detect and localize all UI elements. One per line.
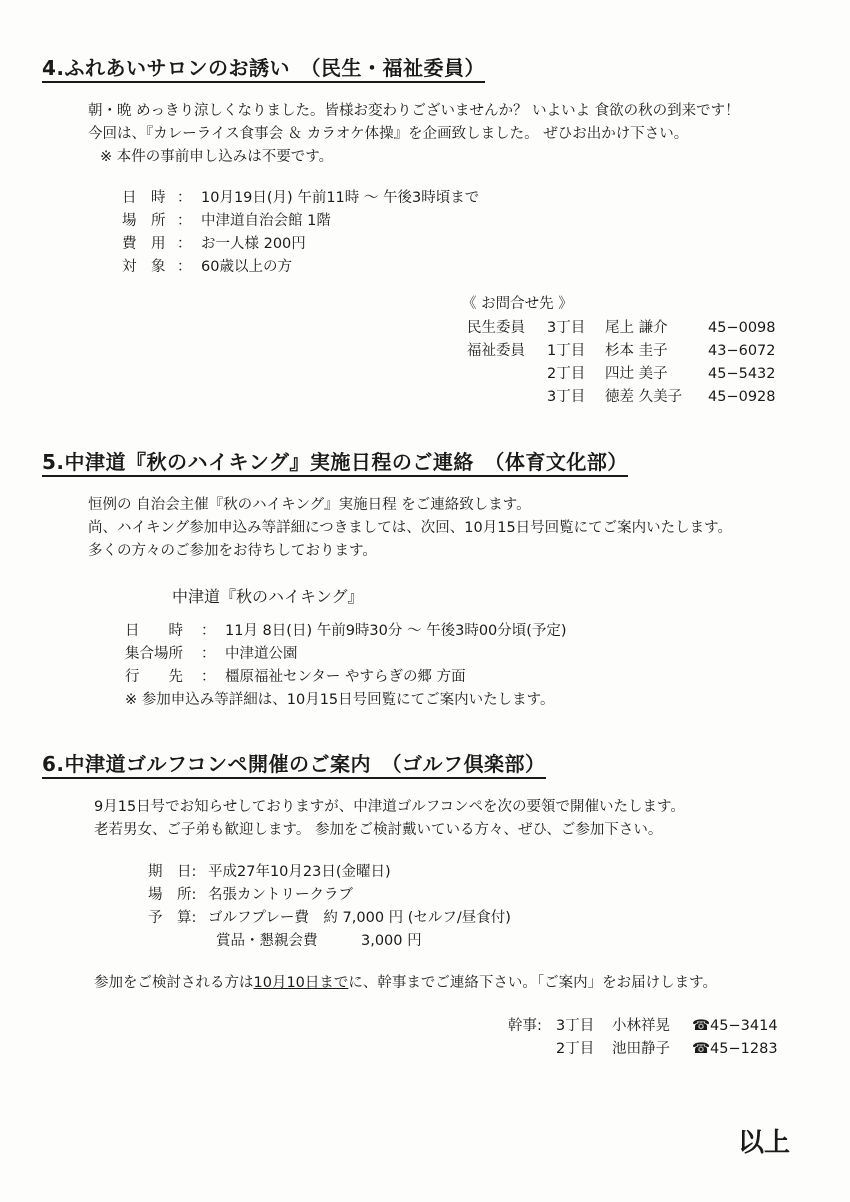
detail-value: 橿原福祉センター やすらぎの郷 方面 — [225, 669, 466, 685]
detail-value: 中津道自治会館 1階 — [201, 213, 331, 229]
section6-detail-row — [148, 908, 511, 928]
contact-area: 1丁目 — [547, 343, 586, 359]
organizer-tel: ☎45−1283 — [692, 1041, 778, 1057]
detail-value: ゴルフプレー費 約 7,000 円 (セルフ/昼食付) — [208, 910, 511, 926]
contact-name: 尾上 謙介 — [605, 320, 668, 336]
detail-label: 期 日: — [148, 864, 197, 880]
section5-detail-row: 日 時 ： 11月 8日(日) 午前9時30分 〜 午後3時00分頃(予定) — [125, 623, 567, 639]
closing-text: 参加をご検討される方は — [94, 975, 254, 991]
contact-area: 3丁目 — [547, 320, 586, 336]
section5-subtitle: 中津道『秋のハイキング』 — [172, 587, 364, 606]
section4-detail-row: 日 時 ： 10月19日(月) 午前11時 〜 午後3時頃まで — [122, 190, 480, 206]
section4-paragraph-2: 今回は、『カレーライス食事会 ＆ カラオケ体操』を企画致しました。 ぜひお出かけ下さい。 — [88, 126, 689, 142]
organizer-area: 2丁目 — [556, 1041, 595, 1057]
detail-value: 10月19日(月) 午前11時 〜 午後3時頃まで — [201, 190, 480, 206]
organizer-area: 3丁目 — [556, 1018, 595, 1034]
section6-title: 6.中津道ゴルフコンペ開催のご案内 （ゴルフ倶楽部） — [42, 752, 546, 779]
section4-note: ※ 本件の事前申し込みは不要です。 — [100, 149, 334, 165]
section4-detail-row: 対 象 ： 60歳以上の方 — [122, 259, 292, 275]
contact-row — [467, 318, 776, 338]
detail-value: 11月 8日(日) 午前9時30分 〜 午後3時00分頃(予定) — [225, 623, 567, 639]
detail-label: 場 所: — [148, 887, 197, 903]
section5-paragraph-3: 多くの方々のご参加をお待ちしております。 — [88, 543, 377, 559]
contact-area: 3丁目 — [547, 389, 586, 405]
section5-detail-row: 集合場所 ： 中津道公園 — [125, 646, 298, 662]
contact-role: 福祉委員 — [467, 343, 525, 359]
section6-closing — [94, 973, 717, 993]
contact-area: 2丁目 — [547, 366, 586, 382]
closing-text: に、幹事までご連絡下さい。「ご案内」をお届けします。 — [348, 975, 717, 991]
section6-paragraph-2: 老若男女、ご子弟も歓迎します。 参加をご検討戴いている方々、ぜひ、ご参加下さい。 — [94, 822, 663, 838]
section5-paragraph-1: 恒例の 自治会主催『秋のハイキング』実施日程 をご連絡致します。 — [88, 497, 531, 513]
organizer-tel: ☎45−3414 — [692, 1018, 778, 1034]
section6-detail-row — [148, 862, 391, 882]
contact-name: 杉本 圭子 — [605, 343, 668, 359]
detail-label: 日 時 — [122, 190, 166, 206]
detail-label: 場 所 — [122, 213, 166, 229]
detail-label: 費 用 — [122, 236, 166, 252]
organizer-name: 池田静子 — [612, 1041, 670, 1057]
contact-role — [467, 364, 547, 384]
section5-detail-row: 行 先 ： 橿原福祉センター やすらぎの郷 方面 — [125, 669, 466, 685]
section4-detail-row: 費 用 ： お一人様 200円 — [122, 236, 306, 252]
contact-role — [467, 387, 547, 407]
detail-value: 中津道公園 — [225, 646, 298, 662]
detail-value: 平成27年10月23日(金曜日) — [208, 864, 391, 880]
section6-paragraph-1: 9月15日号でお知らせしておりますが、中津道ゴルフコンペを次の要領で開催いたします。 — [94, 799, 685, 815]
contact-row — [467, 387, 776, 407]
contact-name: 四辻 美子 — [605, 366, 668, 382]
detail-label: 予 算: — [148, 910, 197, 926]
section5-title: 5.中津道『秋のハイキング』実施日程のご連絡 （体育文化部） — [42, 450, 628, 477]
detail-value: お一人様 200円 — [201, 236, 306, 252]
detail-label: 対 象 — [122, 259, 166, 275]
section6-extra-fee: 賞品・懇親会費 3,000 円 — [216, 933, 422, 949]
contact-tel: 45−0928 — [708, 389, 776, 405]
section4-title: 4.ふれあいサロンのお誘い （民生・福祉委員） — [42, 56, 485, 83]
contact-row — [467, 341, 776, 361]
detail-value: 60歳以上の方 — [201, 259, 292, 275]
organizer-row — [508, 1016, 778, 1036]
section4-detail-row: 場 所 ： 中津道自治会館 1階 — [122, 213, 331, 229]
detail-label: 日 時 — [125, 623, 183, 639]
section4-contact-heading: 《 お問合せ先 》 — [462, 296, 573, 312]
contact-name: 徳差 久美子 — [605, 389, 683, 405]
detail-label: 集合場所 — [125, 646, 183, 662]
end-mark: 以上 — [738, 1128, 791, 1158]
organizer-row — [556, 1039, 778, 1059]
organizer-name: 小林祥晃 — [612, 1018, 670, 1034]
section4-paragraph-1: 朝・晩 めっきり涼しくなりました。皆様お変わりございませんか？ いよいよ 食欲の秋の到来です！ — [88, 103, 740, 119]
organizer-label: 幹事: — [508, 1018, 542, 1034]
section5-note: ※ 参加申込み等詳細は、10月15日号回覧にてご案内いたします。 — [125, 692, 555, 708]
section5-paragraph-2: 尚、ハイキング参加申込み等詳細につきましては、次回、10月15日号回覧にてご案内いたします。 — [88, 520, 733, 536]
section6-detail-row — [148, 885, 353, 905]
contact-tel: 43−6072 — [708, 343, 776, 359]
contact-row — [467, 364, 776, 384]
detail-label: 行 先 — [125, 669, 183, 685]
contact-tel: 45−0098 — [708, 320, 776, 336]
contact-role: 民生委員 — [467, 320, 525, 336]
detail-value: 名張カントリークラブ — [208, 887, 353, 903]
closing-deadline: 10月10日まで — [253, 975, 349, 991]
contact-tel: 45−5432 — [708, 366, 776, 382]
